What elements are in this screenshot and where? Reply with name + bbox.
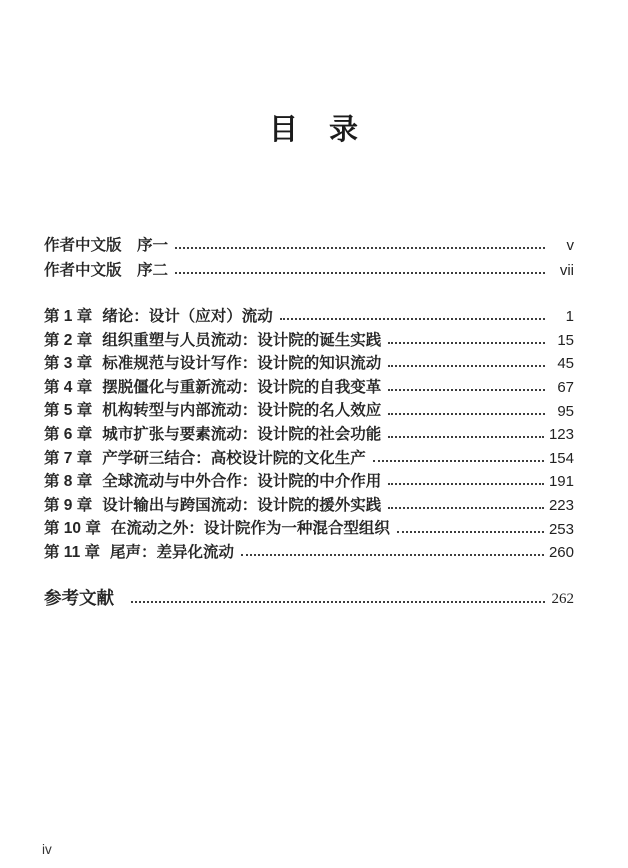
page-number: vii — [559, 262, 574, 279]
toc-entry — [44, 494, 574, 518]
dot-leader — [175, 258, 545, 283]
references-section — [44, 586, 574, 612]
toc-entry — [44, 447, 574, 471]
chapter-label: 第 3 章 — [44, 355, 93, 373]
dot-leader — [373, 447, 544, 471]
chapter-title: 摆脱僵化与重新流动：设计院的自我变革 — [102, 378, 382, 396]
dot-leader — [388, 423, 544, 447]
chapter-label: 第 4 章 — [44, 378, 93, 396]
toc-entry — [44, 470, 574, 494]
dot-leader — [280, 305, 545, 329]
front-matter-section — [44, 233, 574, 283]
toc-entry — [44, 586, 574, 612]
toc-entry — [44, 305, 574, 329]
chapter-label: 第 9 章 — [44, 496, 93, 514]
chapter-label: 第 6 章 — [44, 426, 93, 444]
chapter-title: 组织重塑与人员流动：设计院的诞生实践 — [102, 331, 382, 349]
toc-title: 目 录 — [268, 114, 359, 146]
page-number: 223 — [548, 497, 574, 515]
page-number: v — [566, 237, 574, 254]
dot-leader — [388, 470, 544, 494]
toc-entry — [44, 233, 574, 258]
entry-label: 作者中文版 序一 — [44, 236, 169, 254]
chapters-section — [44, 305, 574, 565]
page-folio: iv — [42, 842, 52, 857]
dot-leader — [388, 494, 544, 518]
dot-leader — [131, 586, 545, 612]
page-number: 95 — [557, 402, 574, 420]
toc-entry — [44, 329, 574, 353]
chapter-title: 全球流动与中外合作：设计院的中介作用 — [102, 473, 382, 491]
toc-entry — [44, 258, 574, 283]
entry-label: 作者中文版 序二 — [44, 261, 169, 279]
chapter-title: 标准规范与设计写作：设计院的知识流动 — [102, 355, 382, 373]
toc-entry — [44, 376, 574, 400]
chapter-title: 绪论：设计（应对）流动 — [102, 308, 273, 326]
page-number: 253 — [548, 520, 574, 538]
dot-leader — [388, 399, 545, 423]
references-label: 参考文献 — [44, 588, 114, 609]
page-number: 262 — [551, 590, 574, 607]
chapter-label: 第 2 章 — [44, 331, 93, 349]
dot-leader — [175, 233, 545, 258]
toc-entry — [44, 517, 574, 541]
chapter-title: 城市扩张与要素流动：设计院的社会功能 — [102, 426, 382, 444]
dot-leader — [397, 517, 544, 541]
dot-leader — [388, 352, 545, 376]
chapter-label: 第 11 章 — [44, 543, 100, 561]
chapter-title: 机构转型与内部流动：设计院的名人效应 — [102, 402, 382, 420]
toc-entry — [44, 399, 574, 423]
chapter-title: 设计输出与跨国流动：设计院的援外实践 — [102, 496, 382, 514]
chapter-title: 尾声：差异化流动 — [110, 543, 235, 561]
chapter-label: 第 5 章 — [44, 402, 93, 420]
page-number: 1 — [565, 308, 574, 326]
chapter-title: 在流动之外：设计院作为一种混合型组织 — [110, 520, 390, 538]
page-number: 67 — [557, 379, 574, 397]
toc-entry — [44, 541, 574, 565]
dot-leader — [241, 541, 544, 565]
page-number: 45 — [557, 355, 574, 373]
dot-leader — [388, 376, 545, 400]
chapter-label: 第 7 章 — [44, 449, 93, 467]
chapter-title: 产学研三结合：高校设计院的文化生产 — [102, 449, 366, 467]
toc-entry — [44, 352, 574, 376]
chapter-label: 第 8 章 — [44, 473, 93, 491]
page-number: 15 — [557, 331, 574, 349]
toc-entry — [44, 423, 574, 447]
page-number: 154 — [548, 449, 574, 467]
chapter-label: 第 1 章 — [44, 308, 93, 326]
dot-leader — [388, 329, 545, 353]
page-number: 123 — [548, 426, 574, 444]
chapter-label: 第 10 章 — [44, 520, 101, 538]
page-number: 191 — [548, 473, 574, 491]
page-number: 260 — [548, 544, 574, 562]
